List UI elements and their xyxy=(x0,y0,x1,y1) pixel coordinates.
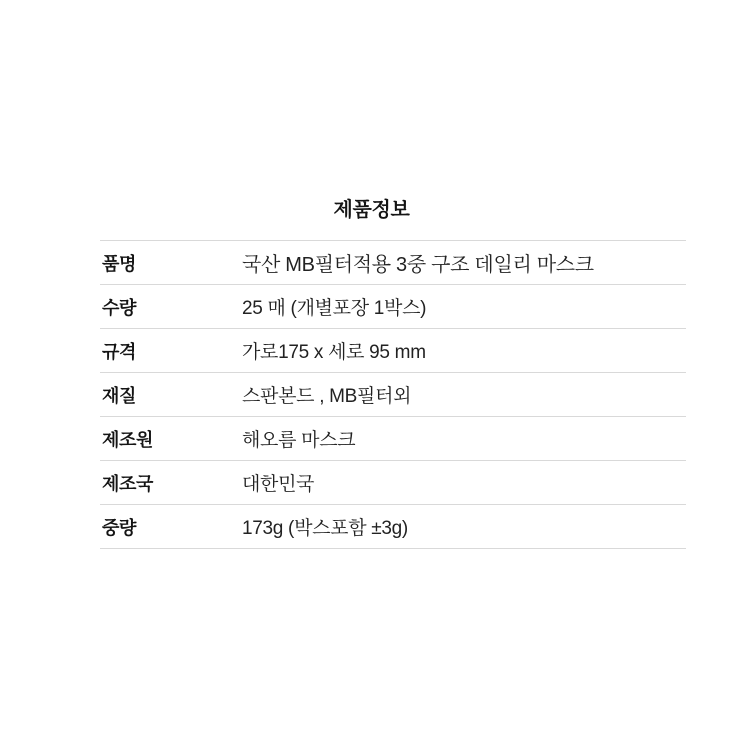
table-row xyxy=(100,329,686,373)
spec-value: 가로175 x 세로 95 mm xyxy=(242,329,686,373)
spec-value: 173g (박스포함 ±3g) xyxy=(242,505,686,549)
page-title: 제품정보 xyxy=(333,199,410,221)
spec-value: 해오름 마스크 xyxy=(242,417,686,461)
table-row xyxy=(100,285,686,329)
spec-value: 국산 MB필터적용 3중 구조 데일리 마스크 xyxy=(242,241,686,285)
table-row xyxy=(100,461,686,505)
table-row xyxy=(100,417,686,461)
table-row xyxy=(100,505,686,549)
table-row xyxy=(100,373,686,417)
spec-label: 재질 xyxy=(100,373,242,417)
table-row xyxy=(100,241,686,285)
product-spec-table xyxy=(100,240,686,549)
spec-label: 중량 xyxy=(100,505,242,549)
spec-value: 스판본드 , MB필터외 xyxy=(242,373,686,417)
spec-value: 대한민국 xyxy=(242,461,686,505)
spec-label: 품명 xyxy=(100,241,242,285)
spec-label: 제조국 xyxy=(100,461,242,505)
spec-label: 수량 xyxy=(100,285,242,329)
spec-label: 규격 xyxy=(100,329,242,373)
spec-label: 제조원 xyxy=(100,417,242,461)
spec-value: 25 매 (개별포장 1박스) xyxy=(242,285,686,329)
table-body xyxy=(100,241,686,549)
